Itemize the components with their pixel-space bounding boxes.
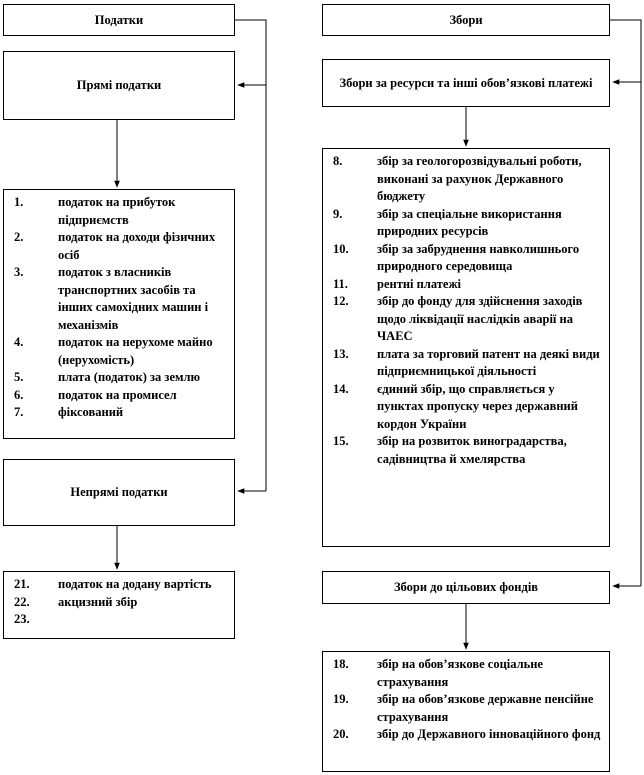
list-item: 9. збір за спеціальне використання природних ресурсів xyxy=(333,206,562,238)
resources-fees-title: Збори за ресурси та інші обов’язкові платежі xyxy=(339,75,593,90)
list-item: 11. рентні платежі xyxy=(333,276,462,291)
list-item: 8. збір за геологорозвідувальні роботи, виконані за рахунок Державного бюджету xyxy=(333,154,582,203)
list-item: 13. плата за торговий патент на деякі види підприємницької діяльності xyxy=(333,346,600,378)
taxes-title: Податки xyxy=(94,12,144,27)
indirect-taxes-title: Непрямі податки xyxy=(70,485,168,499)
list-item: 10. збір за забруднення навколишнього природного середовища xyxy=(333,241,580,273)
list-item: 12. збір до фонду для здійснення заходів щодо ліквідації наслідків аварії на ЧАЕС xyxy=(333,294,583,343)
list-item: 2. податок на доходи фізичних осіб xyxy=(14,230,216,262)
direct-taxes-list xyxy=(3,189,235,439)
indirect-taxes-list xyxy=(3,571,235,639)
fees-title: Збори xyxy=(449,12,483,27)
list-item: 18. збір на обов’язкове соціальне страхування xyxy=(333,657,543,689)
list-item: 14. єдиний збір, що справляється у пунктах пропуску через державний кордон України xyxy=(333,381,578,431)
target-funds-title: Збори до цільових фондів xyxy=(393,580,539,594)
list-item: 3. податок з власників транспортних засобів та інших самохідних машин і механізмів xyxy=(14,265,209,332)
list-item: 5. плата (податок) за землю xyxy=(14,370,201,384)
target-funds-list xyxy=(322,651,610,772)
resources-fees-list xyxy=(322,148,610,547)
list-item: 6. податок на промисел xyxy=(14,387,177,402)
list-item: 1. податок на прибуток підприємств xyxy=(14,195,176,227)
taxes-bus-line xyxy=(235,20,266,491)
list-item: 23. xyxy=(14,612,30,626)
list-item: 22. акцизний збір xyxy=(14,594,138,609)
taxes-box xyxy=(3,4,235,36)
direct-taxes-title: Прямі податки xyxy=(76,78,162,92)
target-funds-box xyxy=(322,571,610,604)
list-item: 7. фіксований xyxy=(14,405,124,419)
indirect-taxes-box xyxy=(3,459,235,526)
fees-bus-line xyxy=(610,20,641,586)
direct-taxes-box xyxy=(3,51,235,120)
fees-box xyxy=(322,4,610,36)
resources-fees-box xyxy=(322,59,610,107)
list-item: 4. податок на нерухоме майно (нерухомість) xyxy=(14,335,213,367)
list-item: 20. збір до Державного інноваційного фонд xyxy=(333,727,601,741)
list-item: 19. збір на обов’язкове державне пенсійне страхування xyxy=(333,692,594,724)
list-item: 21. податок на додану вартість xyxy=(14,577,212,591)
list-item: 15. збір на розвиток виноградарства, садівництва й хмелярства xyxy=(333,434,567,466)
